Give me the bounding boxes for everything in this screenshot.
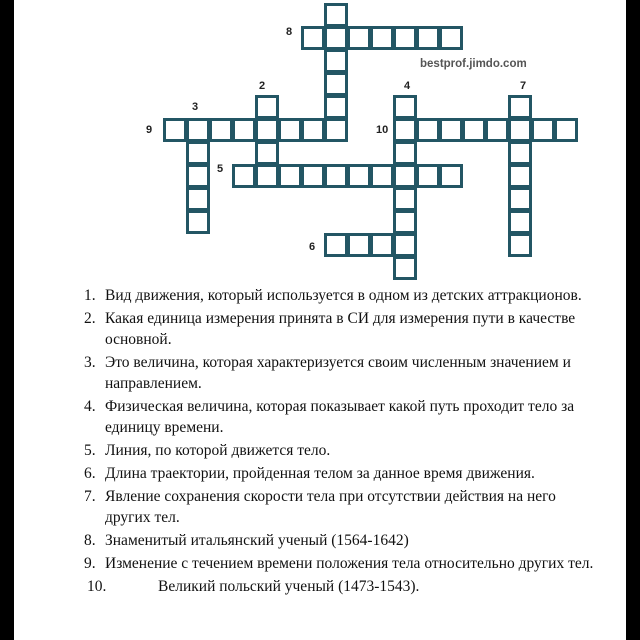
clue-number: 2. (84, 310, 96, 327)
crossword-cell (439, 26, 463, 50)
crossword-cell (508, 164, 532, 188)
crossword-cell (163, 118, 187, 142)
crossword-cell (508, 141, 532, 165)
crossword-cell (393, 26, 417, 50)
crossword-cell (439, 118, 463, 142)
crossword-cell (278, 118, 302, 142)
crossword-cell (393, 141, 417, 165)
crossword-cell (370, 26, 394, 50)
crossword-cell (439, 164, 463, 188)
crossword-cell (347, 164, 371, 188)
clue-number: 3. (84, 354, 96, 371)
clue-text: Длина траектории, пройденная телом за данное время движения. (105, 465, 535, 482)
clue-text: Изменение с течением времени положения тела относительно других тел. (105, 555, 594, 572)
crossword-cell (508, 233, 532, 257)
grid-number: 5 (217, 163, 224, 175)
crossword-cell (393, 210, 417, 234)
crossword-cell (301, 118, 325, 142)
crossword-cell (324, 118, 348, 142)
clue-list (14, 285, 626, 599)
clue-item (14, 463, 626, 484)
crossword-cell (508, 95, 532, 119)
crossword-cell (416, 26, 440, 50)
clue-text: Линия, по которой движется тело. (105, 442, 331, 459)
crossword-cell (393, 95, 417, 119)
grid-number: 9 (146, 124, 153, 136)
clue-text: Вид движения, который используется в одном из детских аттракционов. (105, 287, 582, 304)
crossword-cell (370, 233, 394, 257)
crossword-cell (393, 256, 417, 280)
clue-item (14, 553, 626, 574)
clue-number: 10. (87, 578, 107, 595)
crossword-cell (347, 233, 371, 257)
grid-number: 2 (259, 80, 266, 92)
crossword-cell (186, 141, 210, 165)
crossword-cell (485, 118, 509, 142)
clue-number: 6. (84, 465, 96, 482)
crossword-cell (209, 118, 233, 142)
crossword-cell (393, 164, 417, 188)
crossword-cell (462, 118, 486, 142)
crossword-cell (301, 26, 325, 50)
clue-item (14, 576, 626, 597)
clue-item (14, 396, 626, 438)
grid-number: 3 (192, 101, 199, 113)
clue-text: Явление сохранения скорости тела при отсутствии действия на него других тел. (105, 488, 556, 526)
clue-item (14, 530, 626, 551)
crossword-cell (324, 164, 348, 188)
clue-item (14, 486, 626, 528)
crossword-cell (324, 26, 348, 50)
crossword-cell (508, 118, 532, 142)
clue-number: 7. (84, 488, 96, 505)
crossword-cell (324, 49, 348, 73)
crossword-cell (393, 233, 417, 257)
crossword-cell (255, 118, 279, 142)
crossword-cell (416, 164, 440, 188)
grid-number: 10 (376, 124, 389, 136)
watermark: bestprof.jimdo.com (420, 58, 527, 70)
crossword-grid (14, 0, 626, 270)
clue-item (14, 352, 626, 394)
grid-number: 7 (520, 80, 527, 92)
crossword-cell (186, 118, 210, 142)
crossword-cell (232, 118, 256, 142)
crossword-cell (554, 118, 578, 142)
clue-number: 1. (84, 287, 96, 304)
crossword-cell (416, 118, 440, 142)
clue-number: 5. (84, 442, 96, 459)
crossword-cell (508, 210, 532, 234)
clue-item (14, 440, 626, 461)
grid-number: 6 (309, 241, 316, 253)
clue-text: Физическая величина, которая показывает какой путь проходит тело за единицу времени. (105, 398, 575, 436)
crossword-page (14, 0, 626, 640)
clue-number: 9. (84, 555, 96, 572)
crossword-cell (301, 164, 325, 188)
crossword-cell (232, 164, 256, 188)
crossword-cell (347, 26, 371, 50)
crossword-cell (324, 95, 348, 119)
crossword-cell (255, 164, 279, 188)
clue-text: Великий польский ученый (1473-1543). (158, 578, 420, 595)
clue-number: 8. (84, 532, 96, 549)
clue-item (14, 285, 626, 306)
clue-text: Какая единица измерения принята в СИ для измерения пути в качестве основной. (105, 310, 576, 348)
clue-item (14, 308, 626, 350)
crossword-cell (186, 164, 210, 188)
crossword-cell (278, 164, 302, 188)
clue-text: Это величина, которая характеризуется своим численным значением и направлением. (105, 354, 571, 392)
crossword-cell (255, 141, 279, 165)
crossword-cell (186, 210, 210, 234)
grid-number: 4 (404, 80, 411, 92)
grid-number: 8 (286, 26, 293, 38)
crossword-cell (186, 187, 210, 211)
crossword-cell (255, 95, 279, 119)
clue-number: 4. (84, 398, 96, 415)
crossword-cell (324, 72, 348, 96)
crossword-cell (370, 164, 394, 188)
crossword-cell (531, 118, 555, 142)
crossword-cell (508, 187, 532, 211)
crossword-cell (324, 233, 348, 257)
crossword-cell (324, 3, 348, 27)
crossword-cell (393, 118, 417, 142)
clue-text: Знаменитый итальянский ученый (1564-1642) (105, 532, 409, 549)
crossword-cell (393, 187, 417, 211)
